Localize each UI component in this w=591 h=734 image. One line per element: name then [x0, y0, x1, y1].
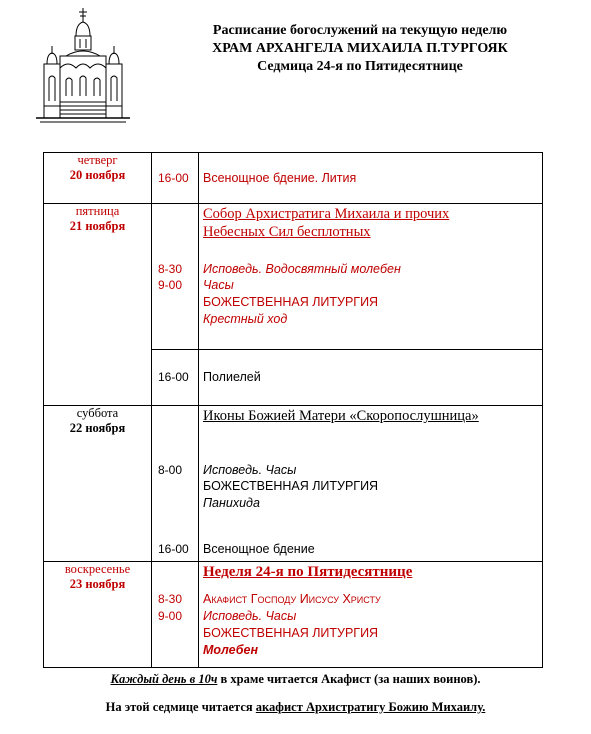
service-cell	[199, 406, 543, 562]
footer-line-2	[0, 700, 591, 715]
table-row	[44, 562, 543, 668]
service-cell	[199, 350, 543, 406]
service: БОЖЕСТВЕННАЯ ЛИТУРГИЯ	[203, 626, 379, 640]
feast-title: Иконы Божией Матери «Скоропослушница»	[203, 408, 479, 424]
service-cell	[199, 562, 543, 668]
date: 20 ноября	[69, 168, 126, 182]
service: Акафист Господу Иисусу Христу	[203, 592, 381, 606]
church-icon	[28, 6, 138, 126]
footer-line-1	[0, 672, 591, 687]
time-cell	[152, 350, 199, 406]
feast-title: Небесных Сил бесплотных	[203, 224, 371, 240]
service: БОЖЕСТВЕННАЯ ЛИТУРГИЯ	[203, 479, 379, 493]
weekday: воскресенье	[64, 562, 131, 576]
time: 16-00	[158, 370, 189, 384]
header-line-2: ХРАМ АРХАНГЕЛА МИХАИЛА П.ТУРГОЯК	[212, 41, 508, 56]
time: 8-00	[158, 463, 183, 477]
service: Исповедь. Часы	[203, 609, 297, 623]
table-row	[44, 406, 543, 562]
schedule-table	[43, 152, 543, 668]
service: Всенощное бдение. Лития	[203, 171, 357, 185]
day-cell-thursday	[44, 153, 152, 204]
time: 8-30	[158, 592, 183, 606]
feast-title: Неделя 24-я по Пятидесятнице	[203, 564, 413, 580]
time-cell	[152, 204, 199, 350]
service: БОЖЕСТВЕННАЯ ЛИТУРГИЯ	[203, 295, 379, 309]
weekday: четверг	[77, 153, 118, 167]
service: Всенощное бдение	[203, 542, 315, 556]
footer-text: в храме читается Акафист (за наших воинов).	[217, 672, 481, 686]
table-row	[44, 153, 543, 204]
table-row	[44, 204, 543, 350]
time: 16-00	[158, 542, 189, 556]
header-line-3: Седмица 24-я по Пятидесятнице	[257, 59, 463, 74]
service-cell	[199, 153, 543, 204]
header-line-1: Расписание богослужений на текущую неделю	[212, 23, 508, 38]
service: Крестный ход	[203, 312, 288, 326]
service: Часы	[203, 278, 234, 292]
time: 9-00	[158, 278, 183, 292]
date: 23 ноября	[69, 577, 126, 591]
date: 21 ноября	[69, 219, 126, 233]
time-cell	[152, 562, 199, 668]
weekday: пятница	[75, 204, 120, 218]
time-cell	[152, 406, 199, 562]
service-cell	[199, 204, 543, 350]
feast-title: Собор Архистратига Михаила и прочих	[203, 206, 450, 222]
service: Полиелей	[203, 370, 261, 384]
page-header	[150, 22, 570, 76]
time: 16-00	[158, 171, 189, 185]
service: Панихида	[203, 496, 260, 510]
footer-text: На этой седмице читается	[105, 700, 256, 714]
service: Молебен	[203, 643, 259, 657]
time-cell	[152, 153, 199, 204]
date: 22 ноября	[69, 421, 126, 435]
footer-week-akathist: акафист Архистратигу Божию Михаилу.	[255, 700, 486, 714]
day-cell-friday	[44, 204, 152, 406]
time: 9-00	[158, 609, 183, 623]
time: 8-30	[158, 262, 183, 276]
service: Исповедь. Водосвятный молебен	[203, 262, 401, 276]
day-cell-sunday	[44, 562, 152, 668]
service: Исповедь. Часы	[203, 463, 297, 477]
day-cell-saturday	[44, 406, 152, 562]
weekday: суббота	[76, 406, 119, 420]
footer-daily-akathist: Каждый день в 10ч	[110, 672, 218, 686]
